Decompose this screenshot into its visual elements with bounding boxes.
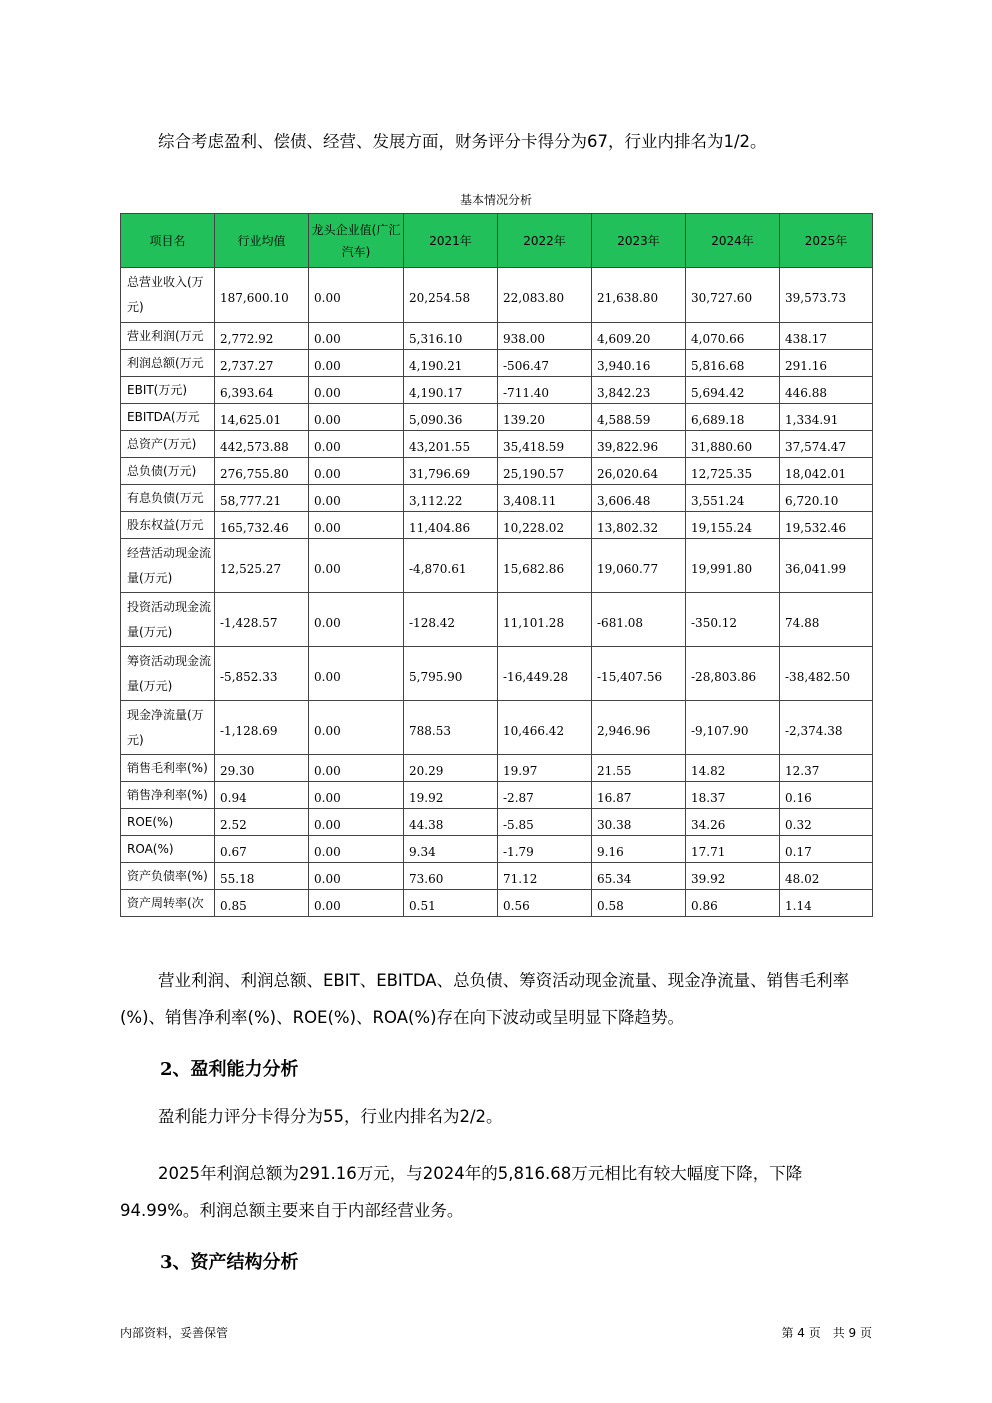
table-cell: 0.00 — [309, 863, 404, 890]
table-cell: 0.00 — [309, 782, 404, 809]
table-row — [121, 890, 873, 917]
table-cell: 3,408.11 — [498, 485, 592, 512]
col-header: 2023年 — [592, 214, 686, 268]
table-cell: 0.00 — [309, 836, 404, 863]
table-cell: 30,727.60 — [686, 268, 780, 323]
table-cell: 4,070.66 — [686, 323, 780, 350]
table-cell: 0.00 — [309, 404, 404, 431]
table-row — [121, 404, 873, 431]
table-cell: 19,532.46 — [780, 512, 873, 539]
table-cell: 0.00 — [309, 701, 404, 755]
table-cell: 0.00 — [309, 458, 404, 485]
col-header: 项目名 — [121, 214, 215, 268]
table-cell: 44.38 — [404, 809, 498, 836]
table-cell: 11,101.28 — [498, 593, 592, 647]
table-cell: 22,083.80 — [498, 268, 592, 323]
table-cell: 20,254.58 — [404, 268, 498, 323]
table-cell: 0.32 — [780, 809, 873, 836]
table-cell: 34.26 — [686, 809, 780, 836]
row-label: 销售净利率(%) — [121, 782, 215, 809]
table-cell: -128.42 — [404, 593, 498, 647]
profitability-score: 盈利能力评分卡得分为55，行业内排名为2/2。 — [158, 1107, 503, 1126]
col-header: 2024年 — [686, 214, 780, 268]
table-cell: -711.40 — [498, 377, 592, 404]
table-cell: 0.00 — [309, 593, 404, 647]
table-cell: 788.53 — [404, 701, 498, 755]
table-cell: 0.51 — [404, 890, 498, 917]
row-label: 总营业收入(万元) — [121, 268, 215, 323]
table-cell: 4,609.20 — [592, 323, 686, 350]
table-cell: 48.02 — [780, 863, 873, 890]
row-label: 资产负债率(%) — [121, 863, 215, 890]
table-row — [121, 512, 873, 539]
row-label: 资产周转率(次 — [121, 890, 215, 917]
table-cell: -2,374.38 — [780, 701, 873, 755]
table-cell: 73.60 — [404, 863, 498, 890]
table-cell: 5,795.90 — [404, 647, 498, 701]
table-cell: 2,737.27 — [215, 350, 309, 377]
table-cell: 10,228.02 — [498, 512, 592, 539]
table-cell: -1,128.69 — [215, 701, 309, 755]
table-cell: 3,842.23 — [592, 377, 686, 404]
row-label: EBIT(万元) — [121, 377, 215, 404]
table-row — [121, 593, 873, 647]
footer-page-number: 第 4 页 共 9 页 — [781, 1326, 872, 1340]
table-cell: -1.79 — [498, 836, 592, 863]
section-3-heading: 3、资产结构分析 — [160, 1252, 299, 1273]
table-cell: 0.00 — [309, 485, 404, 512]
row-label: 营业利润(万元 — [121, 323, 215, 350]
table-row — [121, 755, 873, 782]
table-cell: 0.00 — [309, 890, 404, 917]
table-cell: 2,772.92 — [215, 323, 309, 350]
table-row — [121, 836, 873, 863]
table-cell: 938.00 — [498, 323, 592, 350]
table-cell: 1.14 — [780, 890, 873, 917]
table-row — [121, 863, 873, 890]
table-cell: 2,946.96 — [592, 701, 686, 755]
table-cell: 0.00 — [309, 512, 404, 539]
table-cell: 17.71 — [686, 836, 780, 863]
profit-analysis-paragraph: 2025年利润总额为291.16万元，与2024年的5,816.68万元相比有较大幅度下降，下降94.99%。利润总额主要来自于内部经营业务。 — [120, 1164, 803, 1220]
table-cell: 13,802.32 — [592, 512, 686, 539]
table-cell: 19,155.24 — [686, 512, 780, 539]
trend-paragraph: 营业利润、利润总额、EBIT、EBITDA、总负债、筹资活动现金流量、现金净流量、销售毛利率(%)、销售净利率(%)、ROE(%)、ROA(%)存在向下波动或呈明显下降趋势。 — [120, 971, 850, 1027]
table-cell: 1,334.91 — [780, 404, 873, 431]
col-header: 龙头企业值(广汇汽车) — [309, 214, 404, 268]
table-cell: 442,573.88 — [215, 431, 309, 458]
table-cell: 0.00 — [309, 647, 404, 701]
table-cell: 25,190.57 — [498, 458, 592, 485]
table-cell: 71.12 — [498, 863, 592, 890]
table-cell: 30.38 — [592, 809, 686, 836]
table-cell: 165,732.46 — [215, 512, 309, 539]
table-cell: 65.34 — [592, 863, 686, 890]
row-label: 股东权益(万元 — [121, 512, 215, 539]
table-cell: 11,404.86 — [404, 512, 498, 539]
table-header-row — [121, 214, 873, 268]
table-cell: 139.20 — [498, 404, 592, 431]
table-cell: -2.87 — [498, 782, 592, 809]
row-label: 现金净流量(万元) — [121, 701, 215, 755]
table-row — [121, 350, 873, 377]
table-caption: 基本情况分析 — [459, 193, 532, 207]
table-cell: 438.17 — [780, 323, 873, 350]
table-cell: 4,190.21 — [404, 350, 498, 377]
table-cell: 0.85 — [215, 890, 309, 917]
table-cell: -1,428.57 — [215, 593, 309, 647]
table-cell: -681.08 — [592, 593, 686, 647]
table-cell: -5,852.33 — [215, 647, 309, 701]
table-cell: 43,201.55 — [404, 431, 498, 458]
table-cell: 35,418.59 — [498, 431, 592, 458]
row-label: ROE(%) — [121, 809, 215, 836]
table-row — [121, 701, 873, 755]
table-cell: 21.55 — [592, 755, 686, 782]
col-header: 行业均值 — [215, 214, 309, 268]
table-cell: 29.30 — [215, 755, 309, 782]
row-label: ROA(%) — [121, 836, 215, 863]
table-cell: 12,725.35 — [686, 458, 780, 485]
table-cell: 0.00 — [309, 431, 404, 458]
footer-left: 内部资料，妥善保管 — [120, 1326, 229, 1340]
table-cell: 446.88 — [780, 377, 873, 404]
table-cell: 14.82 — [686, 755, 780, 782]
table-cell: -16,449.28 — [498, 647, 592, 701]
table-row — [121, 647, 873, 701]
table-cell: 16.87 — [592, 782, 686, 809]
table-row — [121, 458, 873, 485]
table-cell: 2.52 — [215, 809, 309, 836]
row-label: 经营活动现金流量(万元) — [121, 539, 215, 593]
table-cell: 187,600.10 — [215, 268, 309, 323]
table-cell: 12,525.27 — [215, 539, 309, 593]
table-cell: 58,777.21 — [215, 485, 309, 512]
table-cell: 15,682.86 — [498, 539, 592, 593]
table-cell: 0.00 — [309, 350, 404, 377]
table-cell: 19.92 — [404, 782, 498, 809]
table-row — [121, 539, 873, 593]
table-cell: 19.97 — [498, 755, 592, 782]
table-cell: 0.67 — [215, 836, 309, 863]
table-cell: 4,588.59 — [592, 404, 686, 431]
table-cell: 0.00 — [309, 755, 404, 782]
table-row — [121, 782, 873, 809]
col-header: 2021年 — [404, 214, 498, 268]
table-cell: 3,606.48 — [592, 485, 686, 512]
row-label: 销售毛利率(%) — [121, 755, 215, 782]
table-cell: 0.00 — [309, 323, 404, 350]
table-cell: 0.86 — [686, 890, 780, 917]
table-cell: 39,573.73 — [780, 268, 873, 323]
section-2-heading: 2、盈利能力分析 — [160, 1059, 299, 1080]
table-cell: 291.16 — [780, 350, 873, 377]
table-cell: 37,574.47 — [780, 431, 873, 458]
table-cell: 12.37 — [780, 755, 873, 782]
table-cell: 6,393.64 — [215, 377, 309, 404]
intro-paragraph: 综合考虑盈利、偿债、经营、发展方面，财务评分卡得分为67，行业内排名为1/2。 — [158, 132, 767, 151]
row-label: EBITDA(万元 — [121, 404, 215, 431]
table-cell: 39.92 — [686, 863, 780, 890]
table-cell: 6,689.18 — [686, 404, 780, 431]
table-cell: 10,466.42 — [498, 701, 592, 755]
table-cell: 3,940.16 — [592, 350, 686, 377]
table-cell: 0.00 — [309, 809, 404, 836]
table-cell: 9.16 — [592, 836, 686, 863]
table-cell: 6,720.10 — [780, 485, 873, 512]
table-cell: 19,060.77 — [592, 539, 686, 593]
table-cell: 55.18 — [215, 863, 309, 890]
table-cell: 0.00 — [309, 268, 404, 323]
table-cell: -5.85 — [498, 809, 592, 836]
table-row — [121, 431, 873, 458]
table-cell: 0.16 — [780, 782, 873, 809]
table-cell: 0.56 — [498, 890, 592, 917]
table-cell: 3,551.24 — [686, 485, 780, 512]
col-header: 2022年 — [498, 214, 592, 268]
table-cell: -4,870.61 — [404, 539, 498, 593]
table-cell: -350.12 — [686, 593, 780, 647]
row-label: 投资活动现金流量(万元) — [121, 593, 215, 647]
table-cell: 18,042.01 — [780, 458, 873, 485]
table-cell: 39,822.96 — [592, 431, 686, 458]
table-cell: 4,190.17 — [404, 377, 498, 404]
table-cell: 5,316.10 — [404, 323, 498, 350]
table-cell: 20.29 — [404, 755, 498, 782]
table-cell: 19,991.80 — [686, 539, 780, 593]
table-row — [121, 323, 873, 350]
table-cell: -506.47 — [498, 350, 592, 377]
table-cell: 5,694.42 — [686, 377, 780, 404]
financial-table — [120, 213, 873, 917]
table-cell: 0.58 — [592, 890, 686, 917]
table-cell: 26,020.64 — [592, 458, 686, 485]
col-header: 2025年 — [780, 214, 873, 268]
table-cell: 14,625.01 — [215, 404, 309, 431]
row-label: 总负债(万元) — [121, 458, 215, 485]
table-cell: 21,638.80 — [592, 268, 686, 323]
table-row — [121, 377, 873, 404]
table-row — [121, 268, 873, 323]
table-row — [121, 809, 873, 836]
row-label: 总资产(万元) — [121, 431, 215, 458]
table-cell: -15,407.56 — [592, 647, 686, 701]
row-label: 筹资活动现金流量(万元) — [121, 647, 215, 701]
table-cell: 0.00 — [309, 539, 404, 593]
table-row — [121, 485, 873, 512]
table-cell: 5,090.36 — [404, 404, 498, 431]
table-cell: -9,107.90 — [686, 701, 780, 755]
table-cell: 36,041.99 — [780, 539, 873, 593]
table-cell: 0.17 — [780, 836, 873, 863]
table-cell: 31,880.60 — [686, 431, 780, 458]
table-cell: 18.37 — [686, 782, 780, 809]
table-cell: 31,796.69 — [404, 458, 498, 485]
table-cell: 3,112.22 — [404, 485, 498, 512]
row-label: 利润总额(万元 — [121, 350, 215, 377]
row-label: 有息负债(万元 — [121, 485, 215, 512]
table-cell: 5,816.68 — [686, 350, 780, 377]
table-cell: 0.94 — [215, 782, 309, 809]
table-cell: 276,755.80 — [215, 458, 309, 485]
table-cell: 74.88 — [780, 593, 873, 647]
table-cell: -28,803.86 — [686, 647, 780, 701]
table-cell: 9.34 — [404, 836, 498, 863]
table-cell: 0.00 — [309, 377, 404, 404]
table-cell: -38,482.50 — [780, 647, 873, 701]
